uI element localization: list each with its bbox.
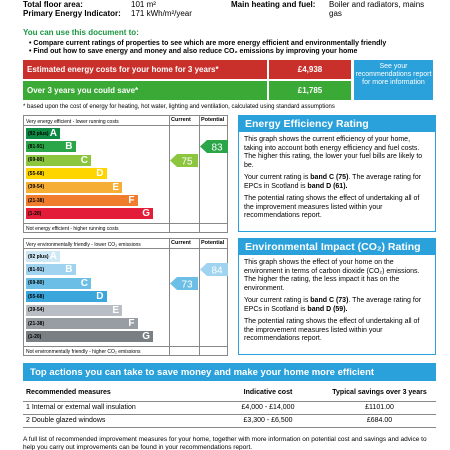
use-doc-heading: You can use this document to: xyxy=(23,28,139,37)
costs-footnote: * based upon the cost of energy for heating, hot water, lighting and ventilation, calculated using standard assumptions xyxy=(23,104,335,110)
actions-footer: A full list of recommended improvement measures for your home, together with more information on potential cost and savings and advice to help you carry out improvements can be found in your recommendations report. xyxy=(23,436,427,450)
rating-value: 73 xyxy=(181,279,193,290)
rating-arrow-icon xyxy=(170,154,198,167)
band-letter: A xyxy=(49,251,57,262)
col-cost: Indicative cost xyxy=(213,385,323,401)
band-range: (1-20) xyxy=(28,333,42,340)
band-f xyxy=(26,318,138,329)
use-doc-bullet-1: • Compare current ratings of properties to see which are more energy efficient and environmentally friendly xyxy=(29,40,387,47)
band-range: (81-91) xyxy=(28,143,45,150)
band-d xyxy=(26,291,107,302)
band-range: (81-91) xyxy=(28,266,45,273)
rating-arrow-icon xyxy=(200,263,228,276)
heating-value: Boiler and radiators, mains gas xyxy=(329,0,425,18)
band-letter: B xyxy=(65,141,73,153)
band-e xyxy=(26,182,122,193)
current-rating-arrow xyxy=(170,154,198,172)
band-letter: G xyxy=(142,208,150,220)
band-letter: D xyxy=(96,291,104,303)
estimated-cost-value: £4,938 xyxy=(269,60,351,79)
band-range: (21-38) xyxy=(28,320,45,327)
energy-efficiency-panel xyxy=(238,115,436,232)
band-f xyxy=(26,195,138,206)
band-letter: G xyxy=(142,331,150,343)
rating-arrow-icon xyxy=(200,140,228,153)
bullet-icon: • xyxy=(29,40,34,47)
band-g xyxy=(26,208,153,219)
table-row: 2 Double glazed windows £3,300 - £6,500 £684.00 xyxy=(23,414,436,427)
rating-value: 83 xyxy=(211,142,223,154)
environmental-impact-panel xyxy=(238,238,436,355)
col-current: Current xyxy=(171,117,191,123)
band-b xyxy=(26,141,76,152)
property-info xyxy=(23,0,433,19)
estimated-cost-label: Estimated energy costs for your home for 3 years* xyxy=(23,60,267,79)
band-e xyxy=(26,305,122,316)
chart-top-label: Very energy efficient - lower running costs xyxy=(26,119,119,125)
top-actions-heading: Top actions you can take to save money and make your home more efficient xyxy=(23,363,436,381)
band-letter: E xyxy=(112,304,119,316)
energy-efficiency-chart xyxy=(23,115,228,233)
band-range: (1-20) xyxy=(28,210,42,217)
primary-indicator-label: Primary Energy Indicator: xyxy=(23,9,121,18)
band-a xyxy=(26,128,60,139)
band-range: (39-54) xyxy=(28,184,45,191)
see-recommendations-box[interactable]: See your recommendations report for more information xyxy=(354,60,433,100)
panel-paragraph: This graph shows the effect of your home on the environment in terms of carbon dioxide (CO₂) emissions. The higher the rating, the less impact it has on the environment. xyxy=(244,259,420,292)
floor-area-value: 101 m² xyxy=(131,0,156,9)
col-potential: Potential xyxy=(201,240,225,246)
panel-paragraph: Your current rating is band C (75). The average rating for EPCs in Scotland is band D (61). xyxy=(244,174,422,190)
actions-table xyxy=(23,385,436,428)
panel-paragraph: Your current rating is band C (73). The average rating for EPCs in Scotland is band D (59). xyxy=(244,297,422,313)
band-letter: F xyxy=(128,318,135,329)
band-range: (21-38) xyxy=(28,197,45,204)
band-c xyxy=(26,278,91,289)
col-savings: Typical savings over 3 years xyxy=(323,385,436,401)
band-letter: A xyxy=(49,128,57,139)
chart-top-label: Very environmentally friendly - lower CO₂ emissions xyxy=(26,242,141,248)
potential-rating-arrow xyxy=(200,140,228,158)
band-letter: C xyxy=(80,154,88,166)
band-range: (39-54) xyxy=(28,307,45,314)
panel-paragraph: The potential rating shows the effect of undertaking all of the improvement measures listed within your recommendations report. xyxy=(244,318,420,342)
current-rating-arrow xyxy=(170,277,198,295)
band-letter: B xyxy=(65,264,73,276)
floor-area-label: Total floor area: xyxy=(23,0,83,9)
energy-bands xyxy=(24,128,169,222)
band-d xyxy=(26,168,107,179)
band-range: (69-80) xyxy=(28,157,45,164)
band-letter: E xyxy=(112,181,119,193)
panel-title: Energy Efficiency Rating xyxy=(239,116,435,132)
band-c xyxy=(26,155,91,166)
environmental-bands xyxy=(24,251,169,345)
saving-value: £1,785 xyxy=(269,81,351,100)
band-g xyxy=(26,331,153,342)
band-b xyxy=(26,264,76,275)
bullet-icon: • xyxy=(29,48,34,55)
rating-arrow-icon xyxy=(170,277,198,290)
band-range: (92 plus) xyxy=(28,253,49,260)
chart-bottom-label: Not energy efficient - higher running costs xyxy=(26,226,119,232)
primary-indicator-value: 171 kWh/m²/year xyxy=(131,9,192,18)
band-a xyxy=(26,251,60,262)
band-letter: D xyxy=(96,168,104,180)
panel-paragraph: The potential rating shows the effect of undertaking all of the improvement measures listed within your recommendations report. xyxy=(244,195,420,219)
band-letter: F xyxy=(128,195,135,206)
use-doc-bullet-2: • Find out how to save energy and money and also reduce CO₂ emissions by improving your home xyxy=(29,48,358,55)
col-current: Current xyxy=(171,240,191,246)
heating-label: Main heating and fuel: xyxy=(231,0,316,9)
band-range: (55-68) xyxy=(28,293,45,300)
saving-label: Over 3 years you could save* xyxy=(23,81,267,100)
rating-value: 84 xyxy=(211,265,223,277)
band-letter: C xyxy=(80,277,88,289)
panel-paragraph: This graph shows the current efficiency of your home, taking into account both energy efficiency and fuel costs. The higher this rating, the lower your fuel bills are likely to be. xyxy=(244,136,423,169)
rating-value: 75 xyxy=(181,156,193,167)
col-potential: Potential xyxy=(201,117,225,123)
chart-bottom-label: Not environmentally friendly - higher CO₂ emissions xyxy=(26,349,141,355)
potential-rating-arrow xyxy=(200,263,228,281)
col-measures: Recommended measures xyxy=(23,385,213,401)
panel-title: Environmental Impact (CO₂) Rating xyxy=(239,239,435,255)
band-range: (55-68) xyxy=(28,170,45,177)
band-range: (92 plus) xyxy=(28,130,49,137)
table-row: 1 Internal or external wall insulation £4,000 - £14,000 £1101.00 xyxy=(23,401,436,414)
environmental-impact-chart xyxy=(23,238,228,356)
band-range: (69-80) xyxy=(28,280,45,287)
